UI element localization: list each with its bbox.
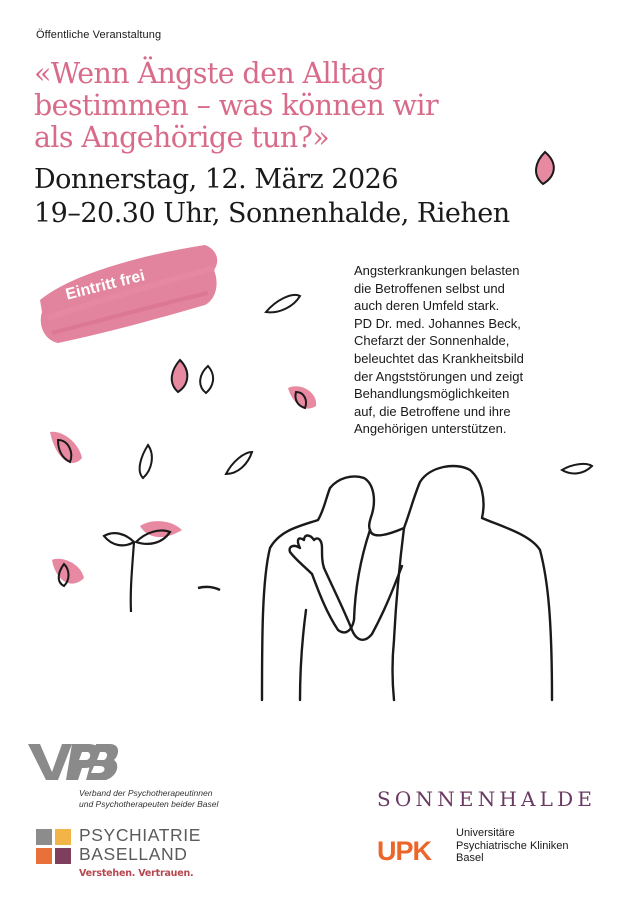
leaf-icon — [52, 559, 84, 586]
event-title-line: «Wenn Ängste den Alltag — [34, 57, 385, 90]
description-line: Behandlungsmöglichkeiten — [354, 386, 510, 402]
event-title-line: als Angehörige tun?» — [34, 121, 330, 154]
leaf-icon — [50, 432, 82, 463]
two-figures-comforting — [262, 466, 552, 700]
description-line: auf, die Betroffene und ihre — [354, 403, 511, 419]
seedling-icon — [104, 521, 182, 612]
description-line: auch deren Umfeld stark. — [354, 298, 500, 314]
leaf-icon — [140, 445, 152, 478]
description-line: Angehörigen unterstützen. — [354, 421, 507, 437]
upk-name — [456, 827, 569, 865]
pb-name-line: PSYCHIATRIE — [79, 825, 201, 845]
vpb-caption — [79, 788, 218, 810]
psychiatrie-baselland-mark — [36, 829, 72, 865]
vpb-caption-line: und Psychotherapeuten beider Basel — [79, 799, 219, 809]
vpb-caption-line: Verband der Psychotherapeutinnen — [79, 788, 213, 798]
description-line: Chefarzt der Sonnenhalde, — [354, 333, 510, 349]
description-line: die Betroffenen selbst und — [354, 280, 505, 296]
leaf-icon — [562, 464, 592, 474]
leaf-icon — [536, 152, 554, 184]
leaf-icon — [288, 386, 316, 408]
description-line: der Angststörungen und zeigt — [354, 368, 524, 384]
event-type-label: Öffentliche Veranstaltung — [36, 29, 162, 41]
leaf-icon — [198, 587, 220, 590]
leaf-icon — [266, 295, 300, 312]
pb-name-line: BASELLAND — [79, 844, 188, 864]
psychiatrie-baselland-logo — [79, 826, 201, 864]
description-line: beleuchtet das Krankheitsbild — [354, 350, 524, 366]
leaf-icon — [172, 360, 188, 392]
vpb-logo — [28, 742, 118, 786]
upk-logo: UPK — [377, 836, 432, 866]
event-description — [354, 262, 584, 438]
event-title-line: bestimmen – was können wir — [34, 89, 438, 122]
event-date: Donnerstag, 12. März 2026 — [34, 164, 399, 195]
psychiatrie-baselland-tagline: Verstehen. Vertrauen. — [79, 868, 194, 879]
sonnenhalde-logo: SONNENHALDE — [377, 787, 597, 811]
leaf-icon — [226, 452, 252, 474]
description-line: PD Dr. med. Johannes Beck, — [354, 315, 521, 331]
upk-name-line: Basel — [456, 852, 484, 864]
upk-name-line: Universitäre — [456, 827, 515, 839]
leaf-icon — [200, 366, 213, 393]
event-time-place: 19–20.30 Uhr, Sonnenhalde, Riehen — [34, 198, 510, 229]
description-line: Angsterkrankungen belasten — [354, 263, 520, 278]
upk-name-line: Psychiatrische Kliniken — [456, 839, 569, 852]
admission-label: Eintritt frei — [64, 267, 147, 304]
